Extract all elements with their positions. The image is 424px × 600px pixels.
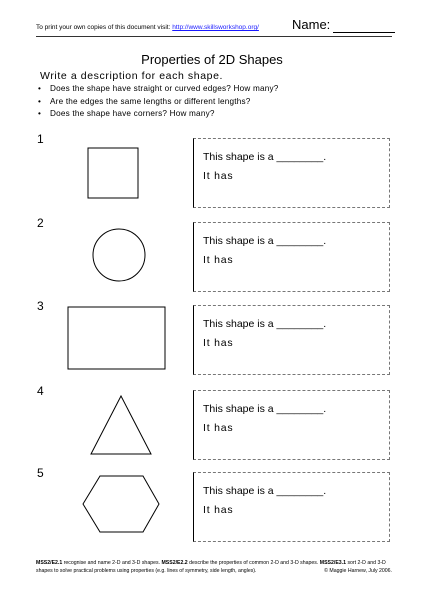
name-blank-line[interactable]	[333, 17, 395, 33]
answer-box[interactable]	[193, 222, 390, 292]
question-list	[38, 83, 279, 121]
print-notice	[36, 24, 259, 31]
question-item: • Are the edges the same lengths or different lengths?	[38, 96, 279, 109]
answer-line-properties: It has	[203, 504, 234, 516]
author-credit: © Maggie Harnew, July 2006.	[324, 567, 392, 574]
print-notice-text: To print your own copies of this document visit:	[36, 24, 171, 31]
triangle-shape	[60, 390, 190, 460]
row-number: 4	[37, 384, 44, 398]
question-item: • Does the shape have straight or curved edges? How many?	[38, 83, 279, 96]
page-title: Properties of 2D Shapes	[141, 52, 283, 67]
circle-shape	[60, 222, 190, 292]
skillsworkshop-link[interactable]: http://www.skillsworkshop.org/	[172, 24, 259, 31]
curriculum-code: MSS2/E2.2	[161, 560, 188, 566]
shape-row-2	[0, 216, 424, 292]
row-number: 1	[37, 132, 44, 146]
answer-box[interactable]	[193, 390, 390, 460]
rectangle-shape	[60, 305, 190, 375]
instruction-text: Write a description for each shape.	[40, 70, 224, 82]
curriculum-text: sort 2-D and 3-D shapes to solve practical problems using properties (e.g. lines of symmetry, side length, angles).	[36, 560, 386, 574]
answer-line-properties: It has	[203, 337, 234, 349]
answer-box[interactable]	[193, 305, 390, 375]
row-number: 5	[37, 466, 44, 480]
square-shape	[60, 138, 190, 208]
name-field	[292, 17, 395, 33]
shape-row-4	[0, 384, 424, 460]
shape-row-1	[0, 132, 424, 208]
curriculum-text: describe the properties of common 2-D and 3-D shapes.	[187, 560, 320, 566]
curriculum-code: MSS2/E3.1	[319, 560, 347, 566]
shape-row-3	[0, 299, 424, 375]
header-divider	[36, 36, 392, 37]
answer-line-shape: This shape is a ________.	[203, 235, 327, 247]
answer-line-shape: This shape is a ________.	[203, 403, 327, 415]
name-label: Name:	[292, 17, 331, 32]
shape-row-5	[0, 466, 424, 542]
answer-line-shape: This shape is a ________.	[203, 318, 327, 330]
answer-line-shape: This shape is a ________.	[203, 151, 327, 163]
hexagon-shape	[60, 472, 190, 542]
curriculum-text: recognise and name 2-D and 3-D shapes.	[62, 560, 162, 566]
answer-box[interactable]	[193, 138, 390, 208]
answer-line-properties: It has	[203, 254, 234, 266]
answer-line-properties: It has	[203, 170, 234, 182]
curriculum-code: MSS2/E2.1	[36, 560, 63, 566]
answer-box[interactable]	[193, 472, 390, 542]
answer-line-shape: This shape is a ________.	[203, 485, 327, 497]
row-number: 3	[37, 299, 44, 313]
answer-line-properties: It has	[203, 422, 234, 434]
row-number: 2	[37, 216, 44, 230]
curriculum-footer	[36, 560, 392, 575]
question-item: • Does the shape have corners? How many?	[38, 108, 279, 121]
